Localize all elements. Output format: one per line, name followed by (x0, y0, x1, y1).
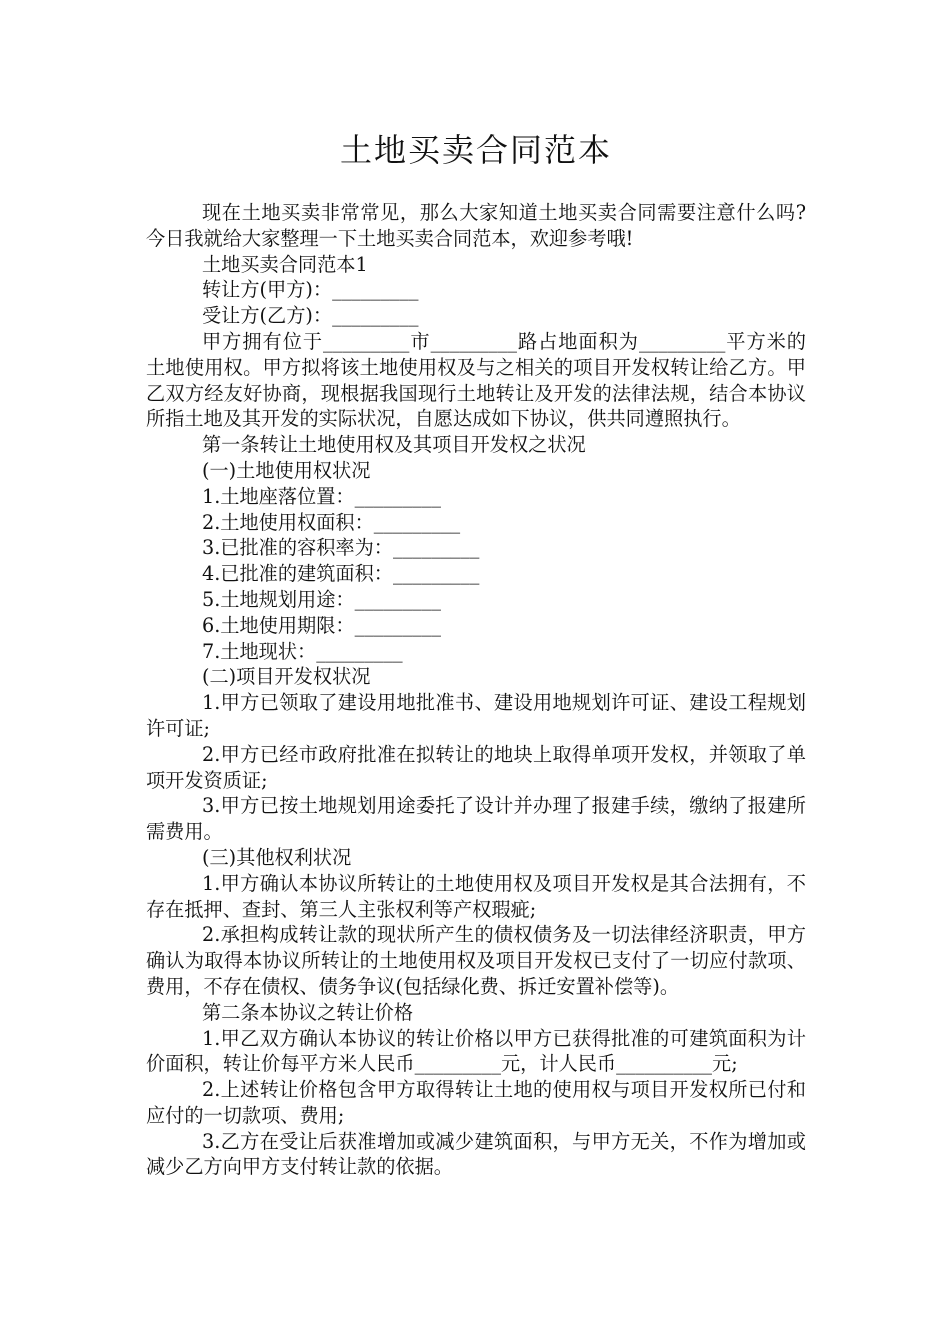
paragraph: 6.土地使用期限：_________ (202, 613, 441, 637)
paragraph: 2.上述转让价格包含甲方取得转让土地的使用权与项目开发权所已付和应付的一切款项、费用; (146, 1078, 806, 1127)
paragraph: 1.甲方确认本协议所转让的土地使用权及项目开发权是其合法拥有，不存在抵押、查封、第三人主张权利等产权瑕疵; (146, 871, 806, 921)
paragraph: (一)土地使用权状况 (202, 458, 371, 482)
document-page (146, 128, 806, 1180)
paragraph: 转让方(甲方)：_________ (202, 278, 419, 302)
paragraph: 2.土地使用权面积：_________ (202, 510, 461, 534)
paragraph: 受让方(乙方)：_________ (202, 304, 419, 328)
paragraph: 土地买卖合同范本1 (202, 252, 368, 276)
paragraph: 5.土地规划用途：_________ (202, 587, 441, 611)
paragraph: 2.承担构成转让款的现状所产生的债权债务及一切法律经济职责，甲方确认为取得本协议所转让的土地使用权及项目开发权已支付了一切应付款项、费用，不存在债权、债务争议(包括绿化费、拆迁安置补偿等)。 (146, 923, 806, 998)
paragraph: 3.甲方已按土地规划用途委托了设计并办理了报建手续，缴纳了报建所需费用。 (146, 794, 806, 844)
paragraph: (二)项目开发权状况 (202, 665, 371, 689)
paragraph: 7.土地现状：_________ (202, 639, 403, 663)
paragraph: 甲方拥有位于_________市_________路占地面积为_________平方米的土地使用权。甲方拟将该土地使用权及与之相关的项目开发权转让给乙方。甲乙双方经友好协商，现根据我国现行土地转让及开发的法律法规，结合本协议所指土地及其开发的实际状况，自愿达成如下协议，供共同遵照执行。 (146, 329, 806, 431)
paragraph: 1.甲方已领取了建设用地批准书、建设用地规划许可证、建设工程规划许可证; (146, 691, 806, 740)
paragraph: 第二条本协议之转让价格 (202, 1000, 414, 1024)
paragraph: 3.乙方在受让后获准增加或减少建筑面积，与甲方无关，不作为增加或减少乙方向甲方支付转让款的依据。 (146, 1129, 806, 1179)
document-body (146, 200, 806, 1180)
document-title: 土地买卖合同范本 (339, 131, 612, 169)
paragraph: 第一条转让土地使用权及其项目开发权之状况 (202, 433, 586, 457)
paragraph: (三)其他权利状况 (202, 845, 352, 869)
paragraph: 3.已批准的容积率为：_________ (202, 536, 480, 560)
paragraph: 2.甲方已经市政府批准在拟转让的地块上取得单项开发权，并领取了单项开发资质证; (146, 742, 806, 792)
paragraph: 1.甲乙双方确认本协议的转让价格以甲方已获得批准的可建筑面积为计价面积，转让价每平方米人民币_________元，计人民币__________元; (146, 1026, 806, 1076)
paragraph: 1.土地座落位置：_________ (202, 484, 441, 508)
paragraph: 现在土地买卖非常常见，那么大家知道土地买卖合同需要注意什么吗?今日我就给大家整理一下土地买卖合同范本，欢迎参考哦! (146, 201, 806, 250)
paragraph: 4.已批准的建筑面积：_________ (202, 562, 480, 586)
